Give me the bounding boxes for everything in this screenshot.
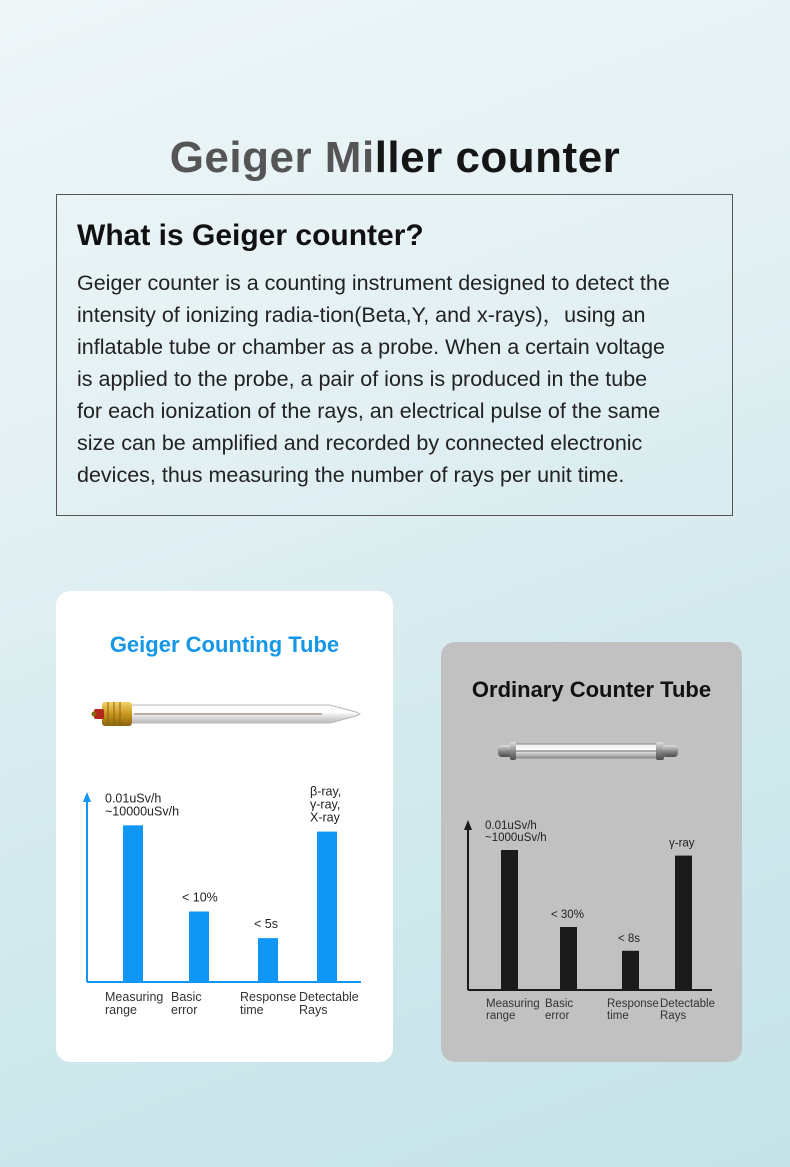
geiger-tube-card [56, 591, 393, 1062]
geiger-card-title: Geiger Counting Tube [109, 632, 340, 657]
bar-2 [189, 912, 209, 983]
bar-1 [123, 825, 143, 982]
y-axis-arrow-icon [464, 820, 472, 830]
bar-1 [501, 850, 518, 990]
bar-2 [560, 927, 577, 990]
bar-label: γ-ray, [310, 797, 341, 812]
category-label: Measuring [105, 990, 164, 1004]
bar-label: < 30% [551, 909, 584, 921]
bar-4 [675, 856, 692, 990]
info-heading: What is Geiger counter? [77, 219, 424, 252]
ordinary-bar-chart [441, 642, 742, 1062]
category-label: error [545, 1010, 570, 1022]
category-label: error [171, 1003, 198, 1017]
bar-label: < 8s [618, 932, 641, 945]
category-label: Measuring [486, 998, 540, 1010]
page-title-part2: ller counter [374, 133, 621, 183]
category-label: range [486, 1010, 516, 1022]
ordinary-tube-card [441, 642, 742, 1062]
bar-label: ~10000uSv/h [105, 804, 180, 819]
ordinary-card-title: Ordinary Counter Tube [471, 677, 712, 702]
bar-3 [258, 938, 278, 982]
bar-label: β-ray, [310, 784, 342, 799]
page-title [0, 133, 790, 183]
category-label: range [105, 1003, 137, 1017]
info-box [56, 194, 733, 516]
category-label: Detectable [660, 998, 715, 1010]
bar-label: ~1000uSv/h [485, 832, 547, 844]
category-label: Rays [660, 1010, 687, 1022]
geiger-bar-chart [56, 591, 393, 1062]
bar-3 [622, 951, 639, 990]
category-label: Detectable [299, 990, 359, 1004]
category-label: Response [607, 998, 659, 1010]
bar-label: X-ray [310, 810, 340, 825]
page-title-part1: Geiger Mi [169, 133, 375, 183]
bar-4 [317, 832, 337, 982]
bar-label: γ-ray [669, 837, 695, 850]
bar-label: 0.01uSv/h [485, 820, 537, 832]
bar-label: 0.01uSv/h [105, 791, 162, 806]
bar-label: < 10% [182, 890, 218, 905]
y-axis-arrow-icon [83, 792, 91, 802]
category-label: time [607, 1010, 629, 1022]
category-label: time [240, 1003, 264, 1017]
info-body: Geiger counter is a counting instrument designed to detect the intensity of ionizing radia-tion(Beta,Y, and x-rays)，using an inflatable tube or chamber as a probe. When a certain voltage is applied to the probe, a pair of ions is produced in the tube for each ionization of the rays, an electrical pulse of the same size can be amplified and recorded by connected electronic devices, thus measuring the number of rays per unit time. [77, 271, 670, 487]
category-label: Basic [545, 998, 574, 1010]
category-label: Basic [171, 990, 202, 1004]
category-label: Rays [299, 1003, 328, 1017]
category-label: Response [240, 990, 297, 1004]
bar-label: < 5s [254, 917, 278, 932]
